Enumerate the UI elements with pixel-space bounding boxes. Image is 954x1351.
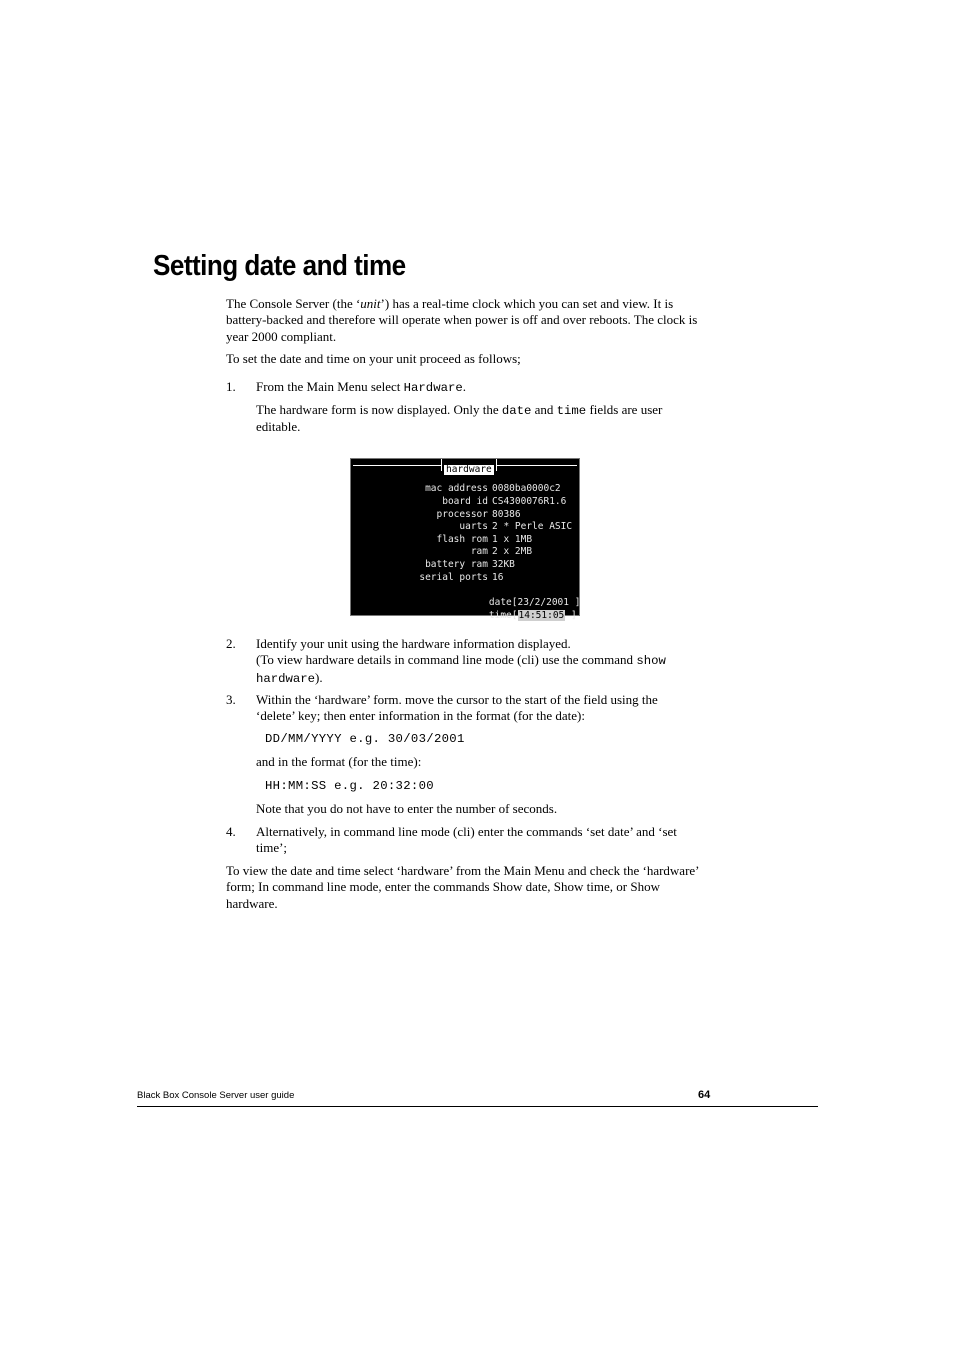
unit-term: unit [360, 296, 381, 311]
step-3-text: Within the ‘hardware’ form. move the cursor to the start of the field using the ‘delete’ key; then enter information in the format (for the date): [256, 692, 658, 724]
term-row: processor 80386 [436, 509, 521, 520]
footer-rule [137, 1106, 818, 1107]
time-value: 14:51:05 [518, 610, 565, 621]
step-number: 1. [226, 379, 236, 394]
code-date: date [501, 404, 532, 418]
term-row: ram 2 x 2MB [470, 546, 533, 557]
step-number: 3. [226, 692, 236, 707]
code-hardware: Hardware [403, 381, 463, 395]
intro-paragraph: The Console Server (the ‘unit’) has a real-time clock which you can set and view. It is battery-backed and therefore will operate when power is off and over reboots. The clock is year 2000 compliant. [226, 296, 698, 344]
page-number: 64 [698, 1089, 711, 1101]
date-value: 23/2/2001 [517, 597, 569, 608]
footer-doc-title: Black Box Console Server user guide [137, 1090, 295, 1101]
form-tab: hardware [441, 459, 497, 471]
term-row: serial ports 16 [419, 572, 504, 583]
time-field[interactable]: time[14:51:05 ] [488, 610, 577, 621]
code-time: time [556, 404, 587, 418]
step-2-text: Identify your unit using the hardware information displayed. (To view hardware details in command line mode (cli) use the command show hardware). [256, 636, 666, 686]
page-title: Setting date and time [153, 250, 406, 282]
term-row: uarts 2 * Perle ASIC [459, 521, 573, 532]
step-number: 4. [226, 824, 236, 839]
date-format-code: DD/MM/YYYY e.g. 30/03/2001 [265, 732, 465, 746]
hardware-form-screenshot [350, 458, 581, 621]
time-format-code: HH:MM:SS e.g. 20:32:00 [265, 779, 434, 793]
lead-paragraph: To set the date and time on your unit proceed as follows; [226, 351, 521, 366]
step-number: 2. [226, 636, 236, 651]
step-1-text: From the Main Menu select Hardware. [256, 379, 466, 395]
term-row: mac address 0080ba0000c2 [425, 483, 561, 494]
step-3-note: Note that you do not have to enter the number of seconds. [256, 801, 558, 816]
closing-paragraph: To view the date and time select ‘hardware’ from the Main Menu and check the ‘hardware’ form; In command line mode, enter the commands Show date, Show time, or Show hardware. [226, 863, 699, 911]
term-row: flash rom 1 x 1MB [436, 534, 533, 545]
term-row: battery ram 32KB [425, 559, 515, 570]
term-row: board id CS4300076R1.6 [442, 496, 567, 507]
step-1-subtext: The hardware form is now displayed. Only the date and time fields are user editable. [256, 402, 663, 435]
step-4-text: Alternatively, in command line mode (cli) enter the commands ‘set date’ and ‘set time’; [256, 824, 677, 856]
date-field[interactable]: date[23/2/2001 ] [488, 597, 581, 608]
code-show-hardware: show hardware [256, 654, 666, 686]
step-3-mid: and in the format (for the time): [256, 754, 422, 769]
